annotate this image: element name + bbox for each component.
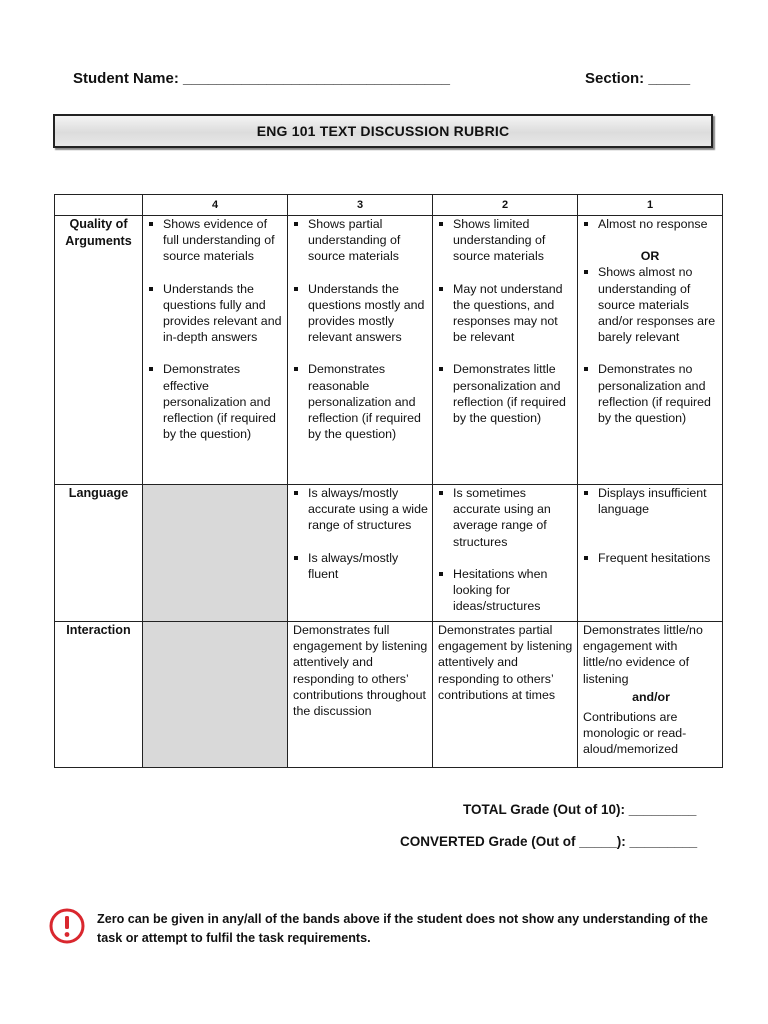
list-item: Understands the questions fully and provides relevant and in-depth answers	[163, 281, 282, 345]
zero-grade-note: Zero can be given in any/all of the bands above if the student does not show any understanding of the task or attempt to fulfil the task requirements.	[97, 912, 708, 945]
list-item: Shows almost no understanding of source materials and/or responses are barely relevant	[598, 264, 718, 345]
cell-language-3	[288, 485, 433, 622]
cell-interaction-4-empty	[143, 622, 288, 768]
list-item: Demonstrates little personalization and reflection (if required by the question)	[453, 361, 573, 426]
column-header-2: 2	[433, 195, 578, 216]
column-header-1: 1	[578, 195, 723, 216]
list-item: May not understand the questions, and responses may not be relevant	[453, 281, 573, 346]
list-item: Hesitations when looking for ideas/structures	[453, 566, 573, 615]
and-or-label: and/or	[632, 689, 670, 704]
or-label: OR	[640, 249, 660, 264]
cell-quality-1	[578, 216, 723, 485]
column-header-4: 4	[143, 195, 288, 216]
cell-interaction-3	[288, 622, 433, 768]
list-item: Is always/mostly accurate using a wide range of structures	[308, 486, 428, 533]
list-item: Shows partial understanding of source materials	[308, 216, 428, 265]
table-row-interaction	[55, 622, 723, 768]
list-item: Understands the questions mostly and provides mostly relevant answers	[308, 281, 428, 346]
cell-language-1	[578, 485, 723, 622]
list-item: Frequent hesitations	[598, 550, 718, 566]
table-header-row	[55, 195, 723, 216]
list-item: Shows limited understanding of source materials	[453, 216, 573, 265]
cell-interaction-2	[433, 622, 578, 768]
exclamation-circle-icon	[49, 908, 85, 944]
cell-quality-4	[143, 216, 288, 485]
header-blank	[55, 195, 143, 216]
table-row-quality	[55, 216, 723, 485]
list-item: Demonstrates no personalization and reflection (if required by the question)	[598, 361, 718, 426]
total-grade-field: TOTAL Grade (Out of 10): _________	[463, 802, 697, 817]
table-row-language	[55, 485, 723, 622]
column-header-3: 3	[288, 195, 433, 216]
row-label-quality: Quality of Arguments	[55, 216, 143, 485]
section-field: Section: _____	[585, 70, 691, 87]
cell-interaction-1	[578, 622, 723, 768]
rubric-table	[54, 194, 723, 768]
student-name-field: Student Name: ________________________________	[73, 70, 450, 87]
converted-grade-field: CONVERTED Grade (Out of _____): _________	[400, 834, 698, 849]
cell-quality-3	[288, 216, 433, 485]
list-item: Is sometimes accurate using an average range of structures	[453, 485, 573, 550]
list-item: Almost no response	[598, 216, 718, 232]
list-item: Demonstrates reasonable personalization and reflection (if required by the question)	[308, 361, 428, 442]
interaction-1-text-a: Demonstrates little/no engagement with little/no evidence of listening	[583, 623, 703, 686]
row-label-interaction: Interaction	[55, 622, 143, 768]
cell-language-4-empty	[143, 485, 288, 622]
cell-language-2	[433, 485, 578, 622]
interaction-1-text-b: Contributions are monologic or read-aloud/memorized	[583, 710, 687, 757]
row-label-language: Language	[55, 485, 143, 622]
list-item: Shows evidence of full understanding of source materials	[163, 216, 283, 265]
list-item: Displays insufficient language	[598, 485, 718, 517]
rubric-title: ENG 101 TEXT DISCUSSION RUBRIC	[53, 114, 713, 148]
list-item: Demonstrates effective personalization and reflection (if required by the question)	[163, 361, 283, 442]
interaction-2-text: Demonstrates partial engagement by listening attentively and responding to others’ contributions at times	[438, 623, 573, 702]
list-item: Is always/mostly fluent	[308, 550, 428, 582]
interaction-3-text: Demonstrates full engagement by listening attentively and responding to others’ contributions throughout the discussion	[293, 623, 428, 719]
cell-quality-2	[433, 216, 578, 485]
